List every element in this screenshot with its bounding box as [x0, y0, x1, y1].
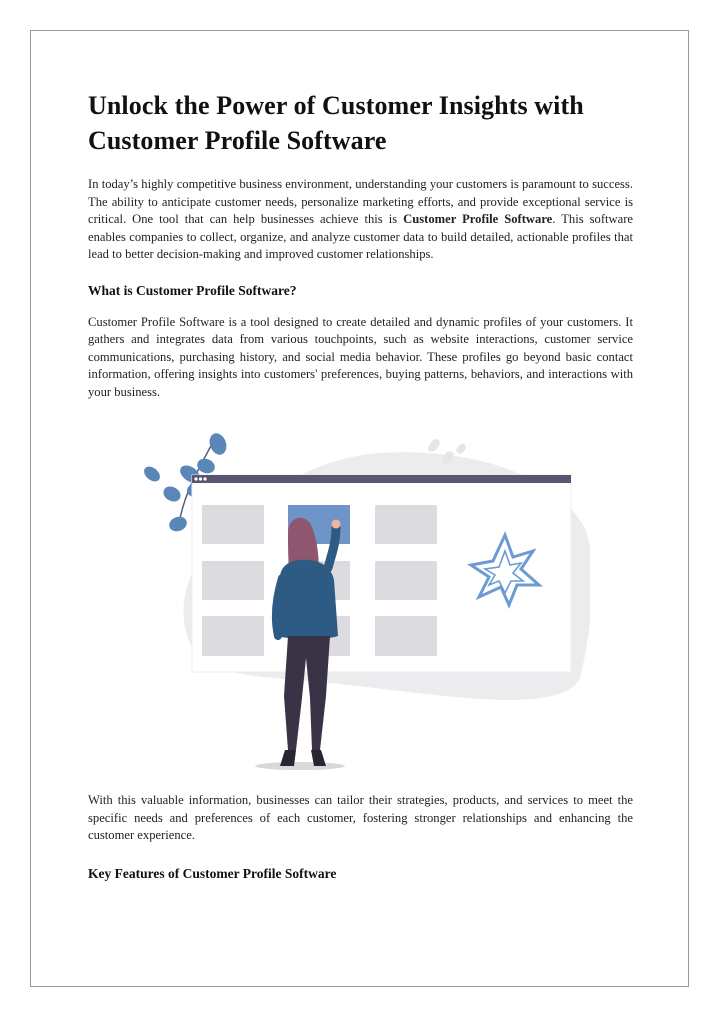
after-image-paragraph: With this valuable information, businesses can tailor their strategies, products, and services to meet the specific needs and preferences of each customer, fostering stronger relationships and enhancing the customer experience.	[88, 793, 633, 842]
section-heading-what-is: What is Customer Profile Software?	[88, 282, 297, 298]
window-title-bar	[192, 475, 571, 483]
window-dot-icon	[199, 477, 202, 480]
article-continuation	[88, 792, 633, 883]
intro-bold-term: Customer Profile Software	[403, 212, 553, 226]
window-dot-icon	[194, 477, 197, 480]
small-leaf-icon	[456, 444, 466, 454]
woman-at-dashboard-illustration	[130, 428, 590, 778]
window-dot-icon	[203, 477, 206, 480]
intro-paragraph	[88, 176, 633, 264]
page-title: Unlock the Power of Customer Insights with Customer Profile Software	[88, 91, 584, 155]
intro-text-start: In today’s highly competitive business environment, understanding your customers is paramount to success. The ability to anticipate customer needs, personalize marketing efforts, and provide exceptional service is critical. One tool that can help businesses achieve this is	[88, 177, 633, 226]
article-body	[88, 88, 633, 401]
section-heading-key-features: Key Features of Customer Profile Software	[88, 865, 337, 881]
ground-shadow	[255, 762, 345, 770]
small-leaf-icon	[428, 439, 440, 451]
section-paragraph-what-is: Customer Profile Software is a tool designed to create detailed and dynamic profiles of your customers. It gathers and integrates data from various touchpoints, such as website interactions, customer service communications, purchasing history, and social media behavior. These profiles go beyond basic contact information, offering insights into customers' preferences, buying patterns, behaviors, and interactions with your business.	[88, 314, 633, 399]
intro-text-end: . This software enables companies to collect, organize, and analyze customer data to build detailed, actionable profiles that lead to better decision-making and improved customer relationships.	[88, 212, 633, 261]
